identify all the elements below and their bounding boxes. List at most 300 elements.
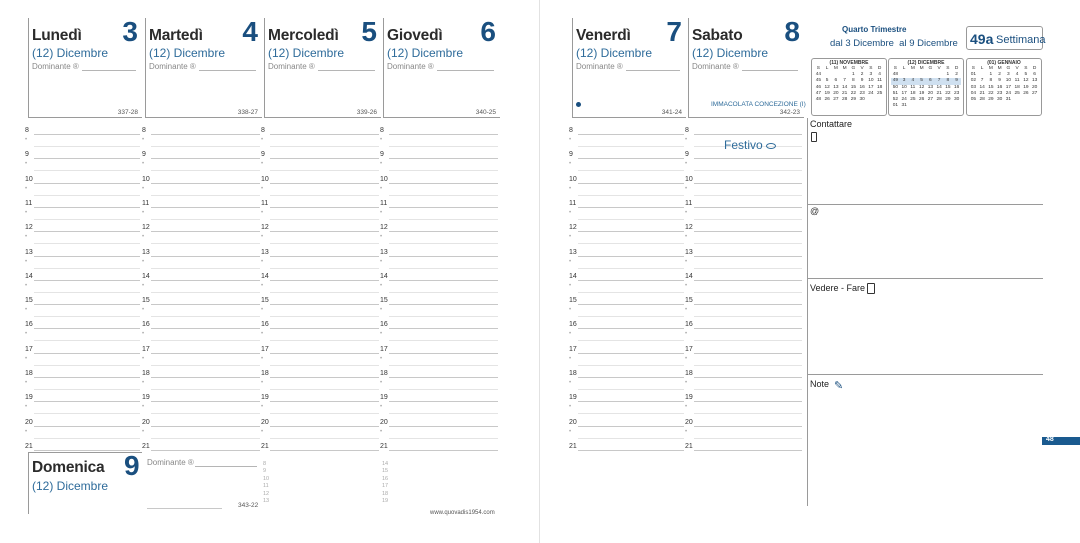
hour-label: 11 (25, 199, 33, 207)
sunday-hour-label: 12 (263, 490, 270, 497)
phone-icon (811, 132, 817, 142)
clipboard-icon (867, 283, 875, 294)
hour-label: 9 (142, 151, 146, 159)
mini-calendar-cell: 14 (979, 84, 985, 90)
hour-label: 10 (380, 175, 388, 183)
day-name: Lunedì (32, 27, 82, 44)
sunday-month: (12) Dicembre (32, 479, 109, 493)
mini-calendar-cell: 49 (892, 78, 899, 84)
week-number: 49a (970, 31, 994, 47)
mini-calendar-cell: 20 (927, 90, 934, 96)
mini-calendar (811, 58, 887, 116)
mini-calendar-cell: 05 (970, 97, 977, 103)
sunday-hour-label: 8 (263, 461, 267, 467)
dominante-label: Dominante ® (387, 62, 434, 71)
hour-label: 16 (685, 321, 693, 329)
mini-calendar-head: L (980, 66, 984, 71)
sunday-number: 9 (124, 450, 140, 481)
mini-calendar-cell: 01 (970, 72, 977, 78)
hour-label: 14 (380, 272, 388, 280)
notes-label: Note (810, 379, 830, 389)
mini-calendar-head: D (1032, 66, 1037, 71)
mini-calendar-head: L (825, 66, 829, 71)
hour-label: 11 (569, 199, 577, 207)
mini-calendar-cell: 27 (833, 97, 839, 103)
hour-label: 12 (380, 224, 388, 232)
mini-calendar-cell: 3 (1007, 72, 1010, 78)
mini-calendar-cell: 5 (917, 78, 926, 84)
mini-calendar-cell: 6 (926, 78, 935, 84)
hour-label: 11 (380, 199, 388, 207)
hour-label: 18 (25, 370, 33, 377)
mini-calendar-cell: 26 (918, 97, 925, 103)
mini-calendar-cell: 22 (988, 90, 994, 96)
mini-calendar-cell: 2 (860, 72, 864, 78)
footer-url: www.quovadis1954.com (430, 510, 495, 516)
mini-calendar-cell: 7 (980, 78, 984, 84)
hour-label: 14 (25, 272, 33, 280)
at-icon: @ (810, 206, 820, 216)
hour-label: 10 (261, 175, 269, 183)
mini-calendar-head: M (988, 66, 993, 71)
mini-calendar-cell (952, 103, 961, 109)
mini-calendar-head: V (860, 66, 864, 71)
mini-calendar-cell: 30 (859, 97, 865, 103)
sunday-hour-label: 17 (382, 483, 389, 490)
hour-label: 16 (142, 321, 150, 329)
mini-calendar-cell: 7 (935, 78, 944, 84)
mini-calendar-cell: 11 (910, 84, 916, 90)
mini-calendar-cell: 1 (989, 72, 993, 78)
mini-calendar-cell: 23 (859, 90, 865, 96)
mini-calendar-cell: 19 (1023, 84, 1029, 90)
mini-calendar-cell: 11 (1014, 78, 1020, 84)
mini-calendar-cell: 26 (1023, 90, 1029, 96)
mini-calendar-cell: 24 (868, 90, 874, 96)
hour-label: 12 (261, 224, 269, 232)
sunday-hour-label: 10 (263, 475, 270, 482)
hour-label: 15 (25, 297, 33, 305)
hour-label: 19 (25, 394, 33, 402)
mini-calendar-head: V (1015, 66, 1019, 71)
hour-label: 20 (380, 418, 388, 426)
mini-calendar-cell: 47 (815, 90, 822, 96)
hour-label: 12 (25, 224, 33, 232)
mini-calendar-cell: 48 (815, 97, 822, 103)
mini-calendar-cell: 18 (910, 90, 916, 96)
mini-calendar-cell: 31 (901, 103, 907, 109)
hour-label: 8 (25, 127, 29, 134)
sunday-hour-label: 13 (263, 498, 270, 504)
sunday-hour-label: 16 (382, 475, 389, 482)
sunday-hour-label: 9 (263, 468, 267, 475)
hour-label: 10 (569, 175, 577, 183)
mini-calendar-head: M (842, 66, 847, 71)
hour-label: 19 (142, 394, 150, 402)
mini-calendar-cell: 21 (841, 90, 848, 96)
holiday-note: IMMACOLATA CONCEZIONE (I) (711, 101, 806, 108)
mini-calendar-cell: 4 (909, 78, 918, 84)
hour-label: 18 (569, 370, 577, 377)
left_days-day-header (28, 18, 142, 118)
mini-calendar-cell: 30 (953, 97, 960, 103)
mini-calendar-cell: 8 (852, 78, 855, 84)
day-number: 3 (122, 16, 138, 47)
mini-calendar-cell: 14 (841, 84, 848, 90)
contact-label: Contattare (810, 119, 853, 129)
right-page: Venerdì 7 (12) Dicembre Dominante ® 341-24 Sabato 8 (12) Dicembre Dominante ® 342-23 8 • 9 • 10 • 11 • 12 • 13 • 14 • 15 • 16 • 17 • 18 • 19 • 20 • 21 8 • 9 • 10 • 11 • 12 • 13 • 14 • 15 • 16 • 17 • 18 • 19 • 20 • 21 Festivo IMMACOLATA CONCEZIONE (I) Quarto Trimestre dal 3 Dicembre al 9 Dicembre 49a Settimana (11) NOVEMBRE S L M M G V S D 44 1 2 3 4 45 5 6 7 8 9 10 11 46 12 13 14 15 16 17 18 47 19 20 21 22 23 24 25 48 26 27 28 29 30 (12) DICEMBRE S L M M G V S D 48 1 2 49 3 4 5 6 7 8 9 50 10 11 12 13 14 15 16 51 17 18 19 20 21 22 23 52 24 25 26 27 28 29 30 01 31 (01) GENNAIO S L M M G V S D 01 1 2 3 4 5 6 02 7 8 9 10 11 12 13 03 14 15 16 17 18 19 20 04 21 22 23 24 25 26 27 05 28 29 30 31 Contattare @ Vedere - Fare Note ✎ 48 (540, 0, 1080, 543)
day-month: (12) Dicembre (149, 46, 226, 60)
mini-calendar-cell: 19 (824, 90, 830, 96)
sunday-name: Domenica (32, 459, 105, 476)
mini-calendar-cell: 17 (1005, 84, 1012, 90)
mini-calendar-head: G (1006, 66, 1011, 71)
mini-calendar-head: M (833, 66, 838, 71)
mini-calendar-head: S (1024, 66, 1028, 71)
mini-calendar (888, 58, 964, 116)
hour-label: 16 (25, 321, 33, 329)
mini-calendar-head: M (919, 66, 924, 71)
mini-calendar-cell (935, 103, 944, 109)
mini-calendar-cell: 22 (850, 90, 857, 96)
hour-label: 17 (142, 345, 150, 353)
hour-label: 16 (569, 321, 577, 329)
day-number: 8 (784, 16, 800, 47)
mini-calendar-cell: 01 (892, 103, 899, 109)
mini-calendar-title: (11) NOVEMBRE (829, 60, 869, 66)
mini-calendar-head: V (937, 66, 941, 71)
day-code: 339-26 (356, 109, 377, 116)
dominante-label: Dominante ® (268, 62, 315, 71)
hour-label: 18 (261, 370, 269, 377)
mini-calendar-cell: 12 (918, 84, 925, 90)
hour-label: 11 (685, 199, 693, 207)
hour-label: 21 (569, 442, 577, 450)
mini-calendar-cell: 25 (1014, 90, 1020, 96)
mini-calendar-cell: 10 (901, 84, 907, 90)
mini-calendar-cell: 8 (944, 78, 953, 84)
mini-calendar-cell (917, 103, 926, 109)
hour-label: 13 (25, 248, 33, 256)
mini-calendar-cell: 27 (1031, 90, 1038, 96)
hour-label: 17 (685, 345, 693, 353)
mini-calendar-cell: 1 (852, 72, 855, 78)
hour-label: 14 (142, 272, 150, 280)
mini-calendar-cell: 29 (945, 97, 951, 103)
hour-label: 17 (380, 345, 388, 353)
mini-calendar-cell: 15 (988, 84, 994, 90)
mini-calendar-cell: 7 (843, 78, 846, 84)
mini-calendar-head: D (954, 66, 959, 71)
sunday-code: 343-22 (238, 502, 259, 509)
hour-label: 21 (261, 442, 269, 450)
mini-calendar-cell: 3 (869, 72, 873, 78)
mini-calendar-cell: 9 (998, 78, 1001, 84)
hour-label: 10 (25, 175, 33, 183)
day-code: 341-24 (661, 109, 682, 116)
day-month: (12) Dicembre (576, 46, 653, 60)
day-month: (12) Dicembre (32, 46, 109, 60)
hour-label: 21 (380, 442, 388, 450)
page-number: 48 (1046, 436, 1054, 443)
day-code: 337-28 (117, 109, 138, 116)
hour-label: 13 (261, 248, 269, 256)
hour-label: 9 (261, 151, 265, 159)
sunday-hour-label: 14 (382, 461, 389, 467)
hour-label: 13 (685, 248, 693, 256)
hour-label: 21 (142, 442, 150, 450)
hour-label: 14 (685, 272, 693, 280)
mini-calendar-cell: 10 (1005, 78, 1012, 84)
hour-label: 10 (685, 175, 693, 183)
mini-calendar-cell: 25 (910, 97, 916, 103)
mini-calendar-cell: 29 (850, 97, 857, 103)
mini-calendar-cell: 51 (892, 90, 899, 96)
mini-calendar-cell: 19 (918, 90, 925, 96)
dominante-label: Dominante ® (149, 62, 196, 71)
mini-calendar-cell: 13 (833, 84, 839, 90)
day-code: 338-27 (237, 109, 258, 116)
mini-calendar-cell: 24 (1005, 90, 1012, 96)
hour-label: 8 (261, 127, 265, 134)
mini-calendar-head: D (877, 66, 882, 71)
mini-calendar-cell: 44 (815, 72, 822, 78)
hour-label: 17 (261, 345, 269, 353)
mini-calendar-cell (944, 103, 953, 109)
mini-calendar-head: S (893, 66, 897, 71)
hour-label: 9 (380, 151, 384, 159)
hour-label: 19 (380, 394, 388, 402)
mini-calendar-cell: 31 (1005, 97, 1012, 103)
left_days-day-header (264, 18, 381, 118)
hour-label: 16 (261, 321, 269, 329)
hour-label: 20 (25, 418, 33, 426)
mini-calendar-cell: 26 (824, 97, 830, 103)
hour-label: 15 (569, 297, 577, 305)
festivo-label: Festivo (724, 138, 776, 152)
sunday-dominante: Dominante ® (147, 458, 194, 467)
mini-calendar-cell: 4 (1015, 72, 1019, 78)
hour-label: 19 (569, 394, 577, 402)
mini-calendar-head: M (997, 66, 1002, 71)
mini-calendar-cell: 29 (988, 97, 994, 103)
mini-calendar-cell: 12 (1023, 78, 1029, 84)
hour-label: 8 (380, 127, 384, 134)
hour-label: 14 (569, 272, 577, 280)
mini-calendar-cell: 1 (946, 72, 950, 78)
day-month: (12) Dicembre (692, 46, 769, 60)
quarter-title: Quarto Trimestre (842, 25, 907, 34)
week-label: Settimana (996, 34, 1046, 46)
left_days-day-header (145, 18, 262, 118)
hour-label: 20 (685, 418, 693, 426)
mini-calendar-cell: 03 (970, 84, 977, 90)
hour-label: 12 (685, 224, 693, 232)
hour-label: 15 (261, 297, 269, 305)
hour-label: 15 (685, 297, 693, 305)
hour-label: 12 (569, 224, 577, 232)
mini-calendar-cell: 6 (834, 78, 838, 84)
mini-calendar-cell: 5 (825, 78, 829, 84)
hour-label: 21 (25, 442, 33, 450)
mini-calendar-cell (1030, 97, 1039, 103)
mini-calendar-cell: 25 (876, 90, 883, 96)
mini-calendar-cell (926, 103, 935, 109)
mini-calendar-cell (867, 97, 876, 103)
day-name: Giovedì (387, 27, 443, 44)
hour-label: 9 (685, 151, 689, 159)
mini-calendar (966, 58, 1042, 116)
festivo-icon (766, 143, 776, 149)
mini-calendar-cell: 20 (833, 90, 839, 96)
hour-label: 13 (569, 248, 577, 256)
hour-label: 9 (569, 151, 573, 159)
mini-calendar-cell: 50 (892, 84, 899, 90)
sunday-hour-label: 19 (382, 498, 389, 504)
hour-label: 17 (25, 345, 33, 353)
mini-calendar-cell: 8 (989, 78, 993, 84)
hour-label: 11 (261, 199, 269, 207)
mini-calendar-cell: 2 (955, 72, 958, 78)
hour-label: 20 (569, 418, 577, 426)
quarter-range: dal 3 Dicembre al 9 Dicembre (830, 38, 958, 49)
mini-calendar-head: G (928, 66, 933, 71)
mini-calendar-cell: 04 (970, 90, 977, 96)
mini-calendar-cell: 5 (1024, 72, 1028, 78)
hour-label: 13 (380, 248, 388, 256)
mini-calendar-cell: 17 (868, 84, 874, 90)
mini-calendar-cell (1022, 97, 1031, 103)
hour-label: 9 (25, 151, 29, 159)
mini-calendar-cell: 3 (900, 78, 909, 84)
hour-label: 20 (261, 418, 269, 426)
mini-calendar-cell: 21 (979, 90, 985, 96)
day-name: Sabato (692, 27, 743, 44)
hour-label: 18 (142, 370, 150, 377)
mini-calendar-cell: 17 (901, 90, 907, 96)
hour-label: 15 (142, 297, 150, 305)
mini-calendar-cell: 21 (936, 90, 942, 96)
mini-calendar-cell: 11 (877, 78, 883, 84)
left-page: Lunedì 3 (12) Dicembre Dominante ® 337-28 Martedì 4 (12) Dicembre Dominante ® 338-27 Mercoledì 5 (12) Dicembre Dominante ® 339-26 Giovedì 6 (12) Dicembre Dominante ® 340-25 8 • 9 • 10 • 11 • 12 • 13 • 14 • 15 • 16 • 17 • 18 • 19 • 20 • 21 8 • 9 • 10 • 11 • 12 • 13 • 14 • 15 • 16 • 17 • 18 • 19 • 20 • 21 8 • 9 • 10 • 11 • 12 • 13 • 14 • 15 • 16 • 17 • 18 • 19 • 20 • 21 8 • 9 • 10 • 11 • 12 • 13 • 14 • 15 • 16 • 17 • 18 • 19 • 20 • 21 Domenica (12) Dicembre 9 Dominante ® 343-22 8 9 10 11 12 13 14 15 16 17 18 19 www.quovadis1954.com (0, 0, 540, 543)
day-number: 5 (361, 16, 377, 47)
pencil-icon: ✎ (834, 380, 844, 392)
hour-label: 10 (142, 175, 150, 183)
hour-label: 8 (685, 127, 689, 134)
sunday-hour-label: 15 (382, 468, 389, 475)
mini-calendar-cell: 52 (892, 97, 899, 103)
mini-calendar-title: (01) GENNAIO (987, 60, 1021, 66)
hour-label: 19 (685, 394, 693, 402)
page-tab (1042, 437, 1080, 445)
mini-calendar-head: S (946, 66, 950, 71)
dominante-label: Dominante ® (692, 62, 739, 71)
mini-calendar-cell: 15 (945, 84, 951, 90)
todo-label: Vedere - Fare (810, 283, 866, 293)
mini-calendar-cell (875, 97, 884, 103)
day-month: (12) Dicembre (387, 46, 464, 60)
hour-label: 17 (569, 345, 577, 353)
day-name: Martedì (149, 27, 203, 44)
dominante-label: Dominante ® (32, 62, 79, 71)
mini-calendar-cell: 16 (859, 84, 865, 90)
day-code: 340-25 (475, 109, 496, 116)
day-number: 4 (242, 16, 258, 47)
mini-calendar-cell: 45 (815, 78, 822, 84)
hour-label: 15 (380, 297, 388, 305)
day-number: 6 (480, 16, 496, 47)
left_days-day-header (383, 18, 500, 118)
mini-calendar-head: M (910, 66, 915, 71)
hour-label: 13 (142, 248, 150, 256)
right_days-day-header (572, 18, 686, 118)
mini-calendar-cell: 23 (996, 90, 1003, 96)
hour-label: 14 (261, 272, 269, 280)
mini-calendar-cell: 13 (1031, 78, 1038, 84)
mini-calendar-cell: 16 (996, 84, 1003, 90)
mini-calendar-cell: 20 (1031, 84, 1038, 90)
mini-calendar-cell: 22 (945, 90, 951, 96)
mini-calendar-cell: 30 (996, 97, 1003, 103)
dominante-label: Dominante ® (576, 62, 623, 71)
hour-label: 20 (142, 418, 150, 426)
day-code: 342-23 (779, 109, 800, 116)
mini-calendar-cell: 6 (1033, 72, 1036, 78)
mini-calendar-cell: 15 (850, 84, 857, 90)
dot-marker (576, 102, 581, 107)
day-name: Mercoledì (268, 27, 339, 44)
mini-calendar-cell: 2 (998, 72, 1001, 78)
sunday-hour-label: 18 (382, 490, 389, 497)
mini-calendar-cell: 48 (892, 72, 899, 78)
mini-calendar-cell: 02 (970, 78, 977, 84)
hour-label: 8 (142, 127, 146, 134)
mini-calendar-cell: 18 (1014, 84, 1020, 90)
mini-calendar-cell: 4 (878, 72, 881, 78)
day-name: Venerdì (576, 27, 631, 44)
hour-label: 11 (142, 199, 150, 207)
mini-calendar-cell: 24 (901, 97, 907, 103)
mini-calendar-cell: 28 (841, 97, 848, 103)
hour-label: 12 (142, 224, 150, 232)
mini-calendar-cell: 28 (979, 97, 985, 103)
day-number: 7 (666, 16, 682, 47)
mini-calendar-cell: 16 (953, 84, 960, 90)
mini-calendar-cell: 46 (815, 84, 822, 90)
hour-label: 8 (569, 127, 573, 134)
mini-calendar-cell: 14 (936, 84, 942, 90)
mini-calendar-cell: 10 (868, 78, 874, 84)
mini-calendar-cell: 13 (927, 84, 934, 90)
mini-calendar-cell: 9 (952, 78, 961, 84)
mini-calendar-cell: 28 (936, 97, 942, 103)
hour-label: 18 (685, 370, 693, 377)
mini-calendar-head: G (851, 66, 856, 71)
day-month: (12) Dicembre (268, 46, 345, 60)
mini-calendar-cell: 12 (824, 84, 830, 90)
hour-label: 21 (685, 442, 693, 450)
mini-calendar-head: S (971, 66, 975, 71)
mini-calendar-cell (909, 103, 918, 109)
mini-calendar-cell: 9 (860, 78, 864, 84)
mini-calendar-title: (12) DICEMBRE (907, 60, 945, 66)
hour-label: 19 (261, 394, 269, 402)
mini-calendar-head: L (902, 66, 906, 71)
mini-calendar-head: S (869, 66, 873, 71)
hour-label: 16 (380, 321, 388, 329)
mini-calendar-cell (1013, 97, 1022, 103)
mini-calendar-cell: 23 (953, 90, 960, 96)
